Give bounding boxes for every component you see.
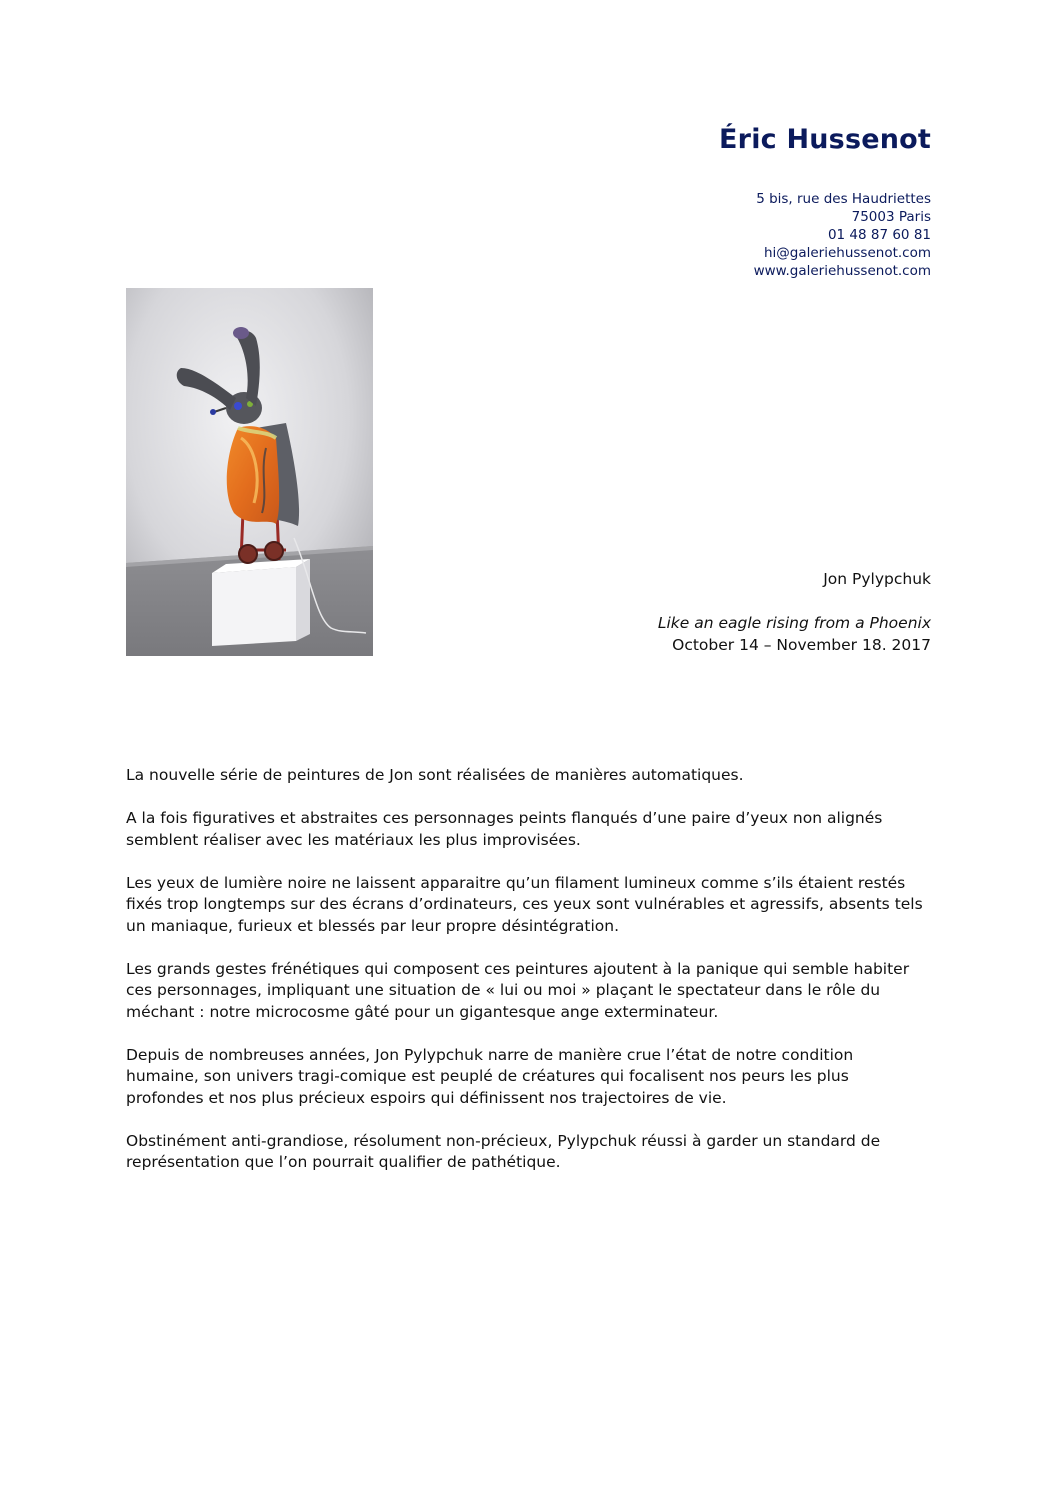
paragraph: Les grands gestes frénétiques qui composent ces peintures ajoutent à la panique qui semble habiter ces personnages, impliquant une situation de « lui ou moi » plaçant le spectateur dans le rôle du méchant : notre microcosme gâté pour un gigantesque ange exterminateur. [126,959,910,1021]
website-url: www.galeriehussenot.com [753,263,931,279]
exhibition-title: Like an eagle rising from a Phoenix [657,614,931,632]
paragraph: A la fois figuratives et abstraites ces personnages peints flanqués d’une paire d’yeux non alignés semblent réaliser avec les matériaux les plus improvisées. [126,809,883,849]
gallery-contact-block [754,190,931,280]
paragraph: Les yeux de lumière noire ne laissent apparaitre qu’un filament lumineux comme s’ils étaient restés fixés trop longtemps sur des écrans d’ordinateurs, ces yeux sont vulnérables et agressifs, absents tels un maniaque, furieux et blessés par leur propre désintégration. [126,873,923,935]
phone-number: 01 48 87 60 81 [827,227,931,243]
paragraph: Obstinément anti-grandiose, résolument non-précieux, Pylypchuk réussi à garder un standard de représentation que l’on pourrait qualifier de pathétique. [126,1131,881,1171]
artwork-photo [126,288,373,656]
press-release-text [126,765,926,1195]
paragraph: La nouvelle série de peintures de Jon sont réalisées de manières automatiques. [126,766,744,784]
exhibition-dates: October 14 – November 18. 2017 [672,636,931,654]
address-line-2: 75003 Paris [851,209,931,225]
artist-name: Jon Pylypchuk [823,570,931,588]
exhibition-info [658,568,931,656]
gallery-name: Éric Hussenot [719,124,931,155]
paragraph: Depuis de nombreuses années, Jon Pylypchuk narre de manière crue l’état de notre condition humaine, son univers tragi-comique est peuplé de créatures qui focalisent nos peurs les plus profondes et nos plus précieux espoirs qui définissent nos trajectoires de vie. [126,1045,854,1107]
address-line-1: 5 bis, rue des Haudriettes [756,191,931,207]
email-address: hi@galeriehussenot.com [763,245,931,261]
